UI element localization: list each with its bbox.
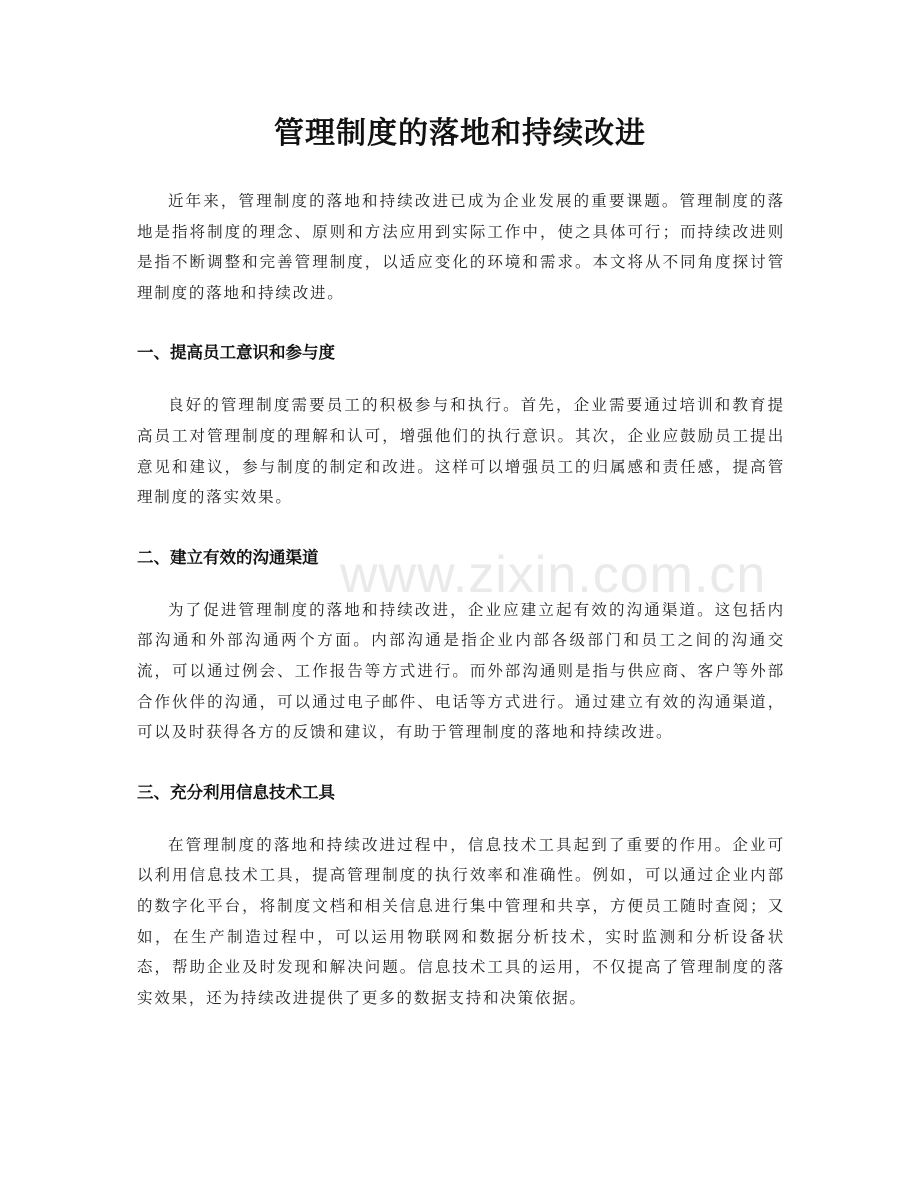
watermark: www.zixin.com.cn	[340, 546, 767, 604]
section-3-heading: 三、充分利用信息技术工具	[137, 782, 335, 802]
section-3-paragraph: 在管理制度的落地和持续改进过程中，信息技术工具起到了重要的作用。企业可以利用信息技术工具，提高管理制度的执行效率和准确性。例如，可以通过企业内部的数字化平台，将制度文档和相关信息进行集中管理和共享，方便员工随时查阅；又如，在生产制造过程中，可以运用物联网和数据分析技术，实时监测和分析设备状态，帮助企业及时发现和解决问题。信息技术工具的运用，不仅提高了管理制度的落实效果，还为持续改进提供了更多的数据支持和决策依据。	[137, 835, 785, 1007]
document-title: 管理制度的落地和持续改进	[274, 116, 646, 151]
intro-paragraph: 近年来，管理制度的落地和持续改进已成为企业发展的重要课题。管理制度的落地是指将制度的理念、原则和方法应用到实际工作中，使之具体可行；而持续改进则是指不断调整和完善管理制度，以适应变化的环境和需求。本文将从不同角度探讨管理制度的落地和持续改进。	[137, 192, 785, 302]
document-body	[137, 186, 785, 1013]
section-1-heading: 一、提高员工意识和参与度	[137, 343, 335, 363]
section-2-paragraph: 为了促进管理制度的落地和持续改进，企业应建立起有效的沟通渠道。这包括内部沟通和外部沟通两个方面。内部沟通是指企业内部各级部门和员工之间的沟通交流，可以通过例会、工作报告等方式进行。而外部沟通则是指与供应商、客户等外部合作伙伴的沟通，可以通过电子邮件、电话等方式进行。通过建立有效的沟通渠道，可以及时获得各方的反馈和建议，有助于管理制度的落地和持续改进。	[137, 600, 785, 742]
section-1-paragraph: 良好的管理制度需要员工的积极参与和执行。首先，企业需要通过培训和教育提高员工对管理制度的理解和认可，增强他们的执行意识。其次，企业应鼓励员工提出意见和建议，参与制度的制定和改进。这样可以增强员工的归属感和责任感，提高管理制度的落实效果。	[137, 396, 785, 507]
section-2-heading: 二、建立有效的沟通渠道	[137, 547, 319, 567]
